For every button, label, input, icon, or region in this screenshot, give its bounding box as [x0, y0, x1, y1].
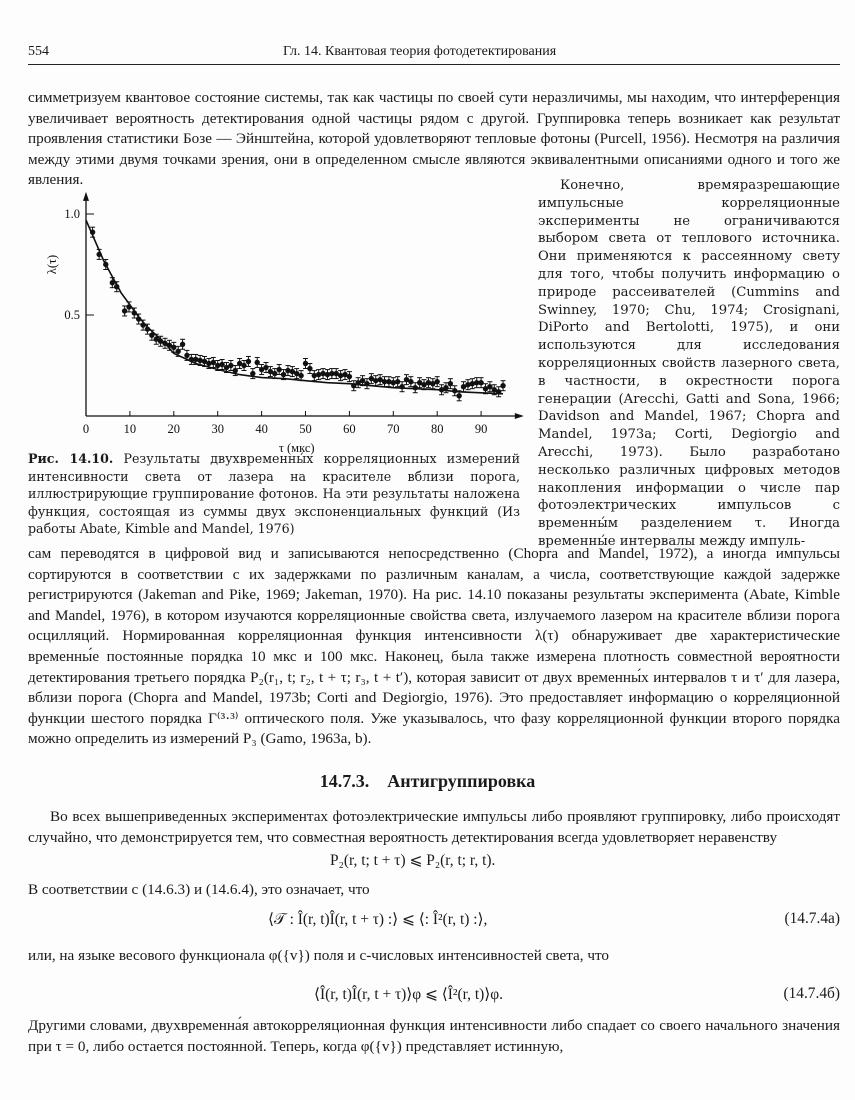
equation-number-14-7-4b: (14.7.4б)	[783, 985, 840, 1002]
section-heading	[0, 771, 855, 792]
data-point	[347, 374, 352, 379]
data-point	[145, 326, 150, 331]
x-tick-label: 0	[82, 422, 90, 436]
x-tick-label: 60	[343, 422, 356, 436]
data-point	[413, 385, 418, 390]
data-point	[122, 308, 127, 313]
x-tick-label: 80	[430, 422, 444, 436]
correlation-chart	[28, 186, 520, 455]
data-point	[149, 333, 154, 338]
header-rule	[28, 64, 840, 65]
data-point	[478, 380, 483, 385]
page-number: 554	[28, 44, 49, 59]
paragraph-3: Во всех вышеприведенных экспериментах фотоэлектрические импульсы либо проявляют группировку, либо происходят случайно, что демонстрируется тем, что совместная вероятность детектирования всегда удовлетворяет неравенству	[28, 808, 840, 846]
equation-14-7-4b: ⟨Î(r, t)Î(r, t + τ)⟩φ ⩽ ⟨Î²(r, t)⟩φ.	[314, 986, 503, 1003]
x-tick-label: 10	[123, 422, 137, 436]
x-axis-label: τ (мкс)	[278, 441, 315, 455]
data-point	[303, 361, 308, 366]
data-point	[110, 280, 115, 285]
x-tick-label: 50	[299, 422, 312, 436]
x-tick-label: 70	[387, 422, 400, 436]
data-point	[180, 342, 185, 347]
right-column-paragraph: Конечно, времяразрешающие импульсные корреляционные эксперименты не ограничиваются выбором света от теплового источника. Они применяются к рассеянному свету для того, чтобы получить информацию о природе рассеивателей (Cummins and Swinney, 1970; Chu, 1974; Crosignani, DiPorto and Bertolotti, 1975), и они используются для исследования корреляционных свойств лазерного света, в частности, в окрестности порога генерации (Arecchi, Gatti and Sona, 1966; Davidson and Mandel, 1967; Chopra and Mandel, 1973a; Corti, Degiorgio and Arecchi, 1973). Было разработано несколько различных цифровых методов накопления информации о числе пар фотоэлектрических импульсов с временны́м разделением τ. Иногда временны́е интервалы между импуль-	[538, 178, 840, 549]
x-tick-label: 40	[255, 422, 268, 436]
data-point	[140, 322, 145, 327]
data-point	[276, 367, 281, 372]
data-point	[132, 310, 137, 315]
data-point	[136, 316, 141, 321]
data-point	[241, 363, 246, 368]
paragraph-6: Другими словами, двухвременна́я автокорреляционная функция интенсивности либо спадает со своего начального значения при τ = 0, либо остается постоянной. Теперь, когда φ({v}) представляет истинную,	[28, 1017, 840, 1055]
fit-curve	[86, 220, 503, 394]
y-axis-arrow	[83, 192, 89, 201]
data-point	[126, 304, 131, 309]
data-point	[96, 252, 101, 257]
data-point	[298, 373, 303, 378]
equation-inequality: P₂(r, t; t + τ) ⩽ P₂(r, t; r, t).	[330, 852, 496, 869]
y-axis-label: λ(τ)	[45, 254, 59, 275]
data-point	[364, 381, 369, 386]
data-point	[500, 383, 505, 388]
x-axis-arrow	[515, 413, 524, 419]
paragraph-4: В соответствии с (14.6.3) и (14.6.4), это означает, что	[28, 881, 370, 898]
figure-caption	[28, 450, 520, 538]
figure-caption-label: Рис. 14.10.	[28, 451, 114, 466]
data-point	[184, 353, 189, 358]
y-tick-label: 0.5	[64, 308, 80, 322]
data-point	[90, 229, 95, 234]
data-point	[171, 345, 176, 350]
data-point	[408, 379, 413, 384]
section-title: Антигруппировка	[387, 771, 536, 791]
equation-14-7-4a: ⟨𝒯 : Î(r, t)Î(r, t + τ) :⟩ ⩽ ⟨: Î²(r, t) :⟩,	[268, 911, 488, 928]
paragraph-5: или, на языке весового функционала φ({v}) поля и c-числовых интенсивностей света, что	[28, 947, 610, 964]
x-tick-label: 20	[167, 422, 181, 436]
data-point	[496, 389, 501, 394]
x-tick-label: 30	[211, 422, 224, 436]
data-point	[114, 284, 119, 289]
data-point	[448, 381, 453, 386]
data-point	[103, 262, 108, 267]
section-number: 14.7.3.	[319, 771, 370, 791]
data-point	[435, 379, 440, 384]
figure-caption-text: Результаты двухвременны́х корреляционных измерений интенсивности света от лазера на красителе вблизи порога, иллюстрирующие группирование фотонов. На эти результаты наложена функция, состоящая из суммы двух экспоненциальных функций (Из работы Abate, Kimble and Mandel, 1976)	[28, 451, 520, 537]
x-tick-label: 90	[474, 422, 488, 436]
paragraph-2: сам переводятся в цифровой вид и записываются непосредственно (Chopra and Mandel, 1972), а иногда импульсы сортируются в соответствии с их задержками по различным каналам, а числа, соответствующие каждой задержке регистрируются (Jakeman and Pike, 1969; Jakeman, 1970). На рис. 14.10 показаны результаты эксперимента (Abate, Kimble and Mandel, 1976), в котором изучаются корреляционные свойства света, излучаемого лазером на красителе вблизи порога осцилляций. Нормированная корреляционная функция интенсивности λ(τ) обнаруживает две характеристические временны́е постоянные порядка 10 мкс и 100 мкс. Наконец, была также измерена плотность совместной вероятности детектирования третьего порядка P₂(r₁, t; r₂, t + τ; r₃, t + t′), которая зависит от двух временны́х интервалов τ и τ′ для лазера, вблизи порога (Chopra and Mandel, 1973b; Corti and Degiorgio, 1976). Это предоставляет информацию о корреляционной функции шестого порядка Γ⁽³·³⁾ оптического поля. Уже указывалось, что фазу корреляционной функции второго порядка можно определить из измерений P₃ (Gamo, 1963a, b).	[28, 545, 840, 748]
running-header-chapter: Гл. 14. Квантовая теория фотодетектирования	[283, 44, 557, 59]
y-tick-label: 1.0	[64, 207, 80, 221]
data-point	[456, 393, 461, 398]
data-point	[443, 385, 448, 390]
data-point	[246, 359, 251, 364]
data-point	[272, 371, 277, 376]
data-point	[250, 371, 255, 376]
data-point	[281, 372, 286, 377]
equation-number-14-7-4a: (14.7.4а)	[784, 910, 840, 927]
data-point	[263, 365, 268, 370]
intro-paragraph-text: симметризуем квантовое состояние системы, так как частицы по своей сути неразличимы, мы находим, что интерференция увеличивает вероятность детектирования одной частицы рядом с другой. Группировка теперь возникает как результат проявления статистики Бозе — Эйнштейна, которой удовлетворяют тепловые фотоны (Purcell, 1956). Несмотря на различия между этими двумя точками зрения, они в определенном смысле являются эквивалентными описаниями одного и того же явления.	[28, 89, 840, 189]
data-point	[399, 384, 404, 389]
intro-paragraph	[28, 88, 840, 191]
figure-14-10	[28, 186, 520, 455]
